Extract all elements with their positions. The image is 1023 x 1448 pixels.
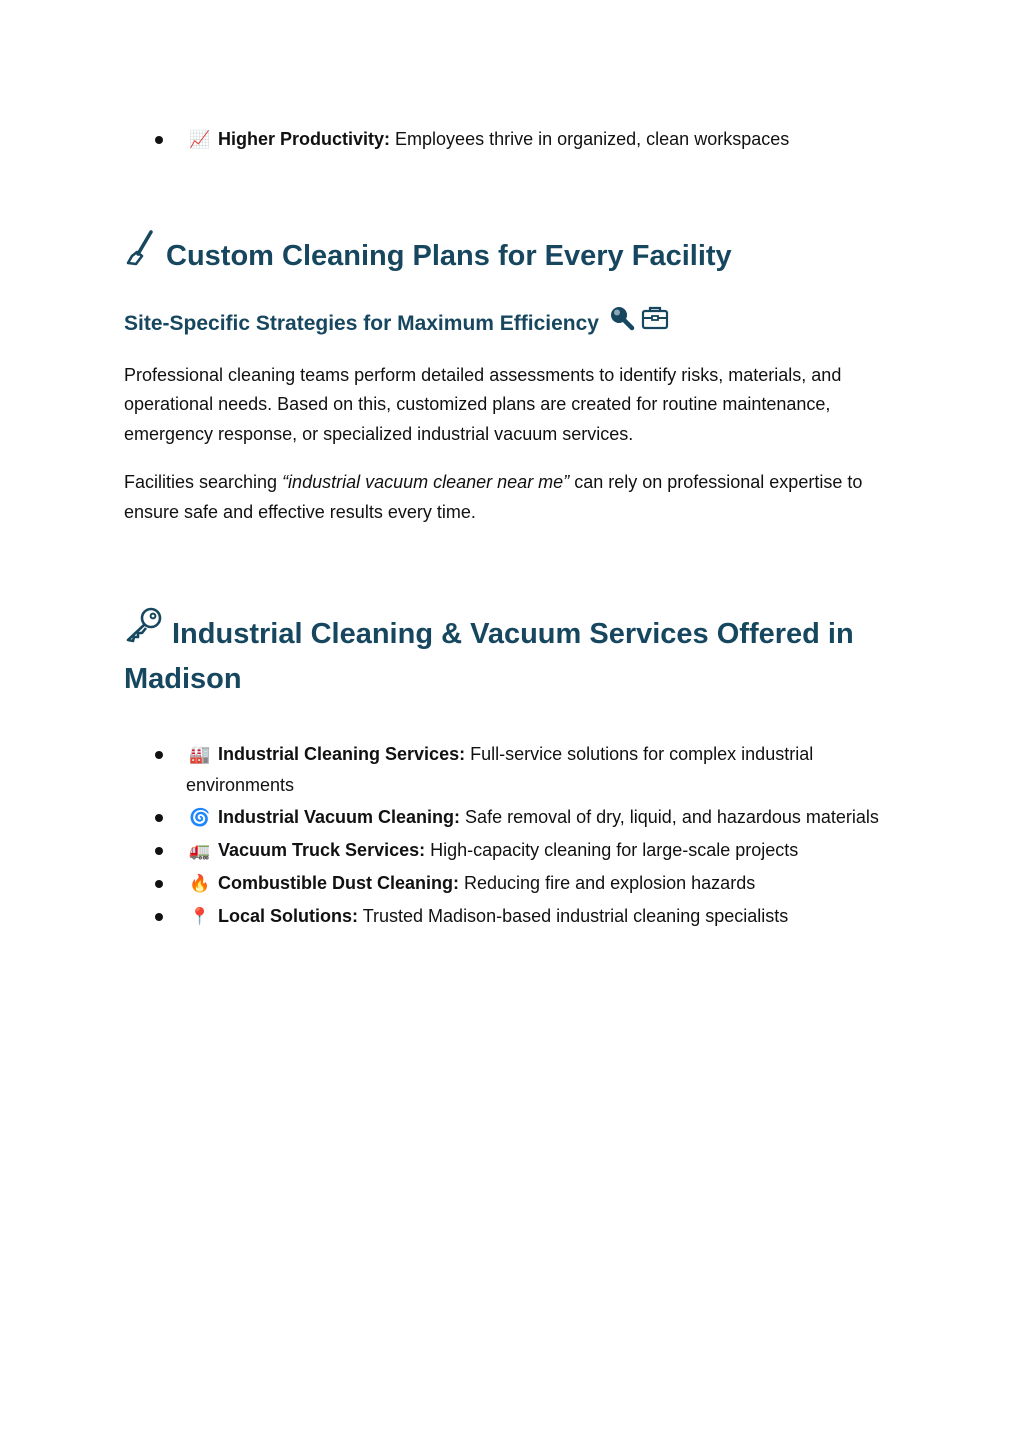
item-text: Employees thrive in organized, clean workspaces <box>390 129 790 149</box>
paintbrush-icon <box>124 230 156 279</box>
top-bullet-list <box>124 124 924 157</box>
item-label: Higher Productivity: <box>218 129 391 149</box>
section-subheading <box>124 309 904 340</box>
section-services <box>124 612 904 934</box>
bullet <box>155 136 163 144</box>
section-heading <box>124 612 904 701</box>
item-label: Vacuum Truck Services: <box>218 839 426 860</box>
bullet <box>155 847 163 855</box>
bullet <box>155 880 163 888</box>
briefcase-icon <box>641 305 669 340</box>
item-label: Industrial Vacuum Cleaning: <box>218 806 461 827</box>
item-label: Local Solutions: <box>218 905 359 926</box>
key-icon <box>124 606 164 657</box>
services-list <box>124 739 924 932</box>
text: Facilities searching <box>124 472 283 493</box>
item-text: High-capacity cleaning for large-scale projects <box>425 839 799 860</box>
section-custom-plans <box>124 234 904 527</box>
list-item <box>124 802 924 833</box>
italic-query: “industrial vacuum cleaner near me” <box>282 472 570 493</box>
pushpin-icon: 📍 <box>189 906 211 926</box>
item-text: Reducing fire and explosion hazards <box>459 872 756 893</box>
list-item <box>124 868 924 899</box>
section-title: Industrial Cleaning & Vacuum Services Offered in Madison <box>124 618 854 695</box>
bullet <box>155 814 163 822</box>
fire-icon: 🔥 <box>189 873 211 893</box>
text: can rely on professional expertise to ensure safe and effective results every time. <box>124 472 863 522</box>
subtitle-text: Site-Specific Strategies for Maximum Efficiency <box>124 311 599 335</box>
truck-icon: 🚛 <box>189 840 211 860</box>
list-item <box>124 901 924 932</box>
cyclone-icon: 🌀 <box>189 807 211 827</box>
item-label: Combustible Dust Cleaning: <box>218 872 460 893</box>
item-label: Industrial Cleaning Services: <box>218 743 466 764</box>
item-text: Full-service solutions for complex industrial environments <box>186 743 814 795</box>
paragraph <box>124 468 904 527</box>
section-title: Custom Cleaning Plans for Every Facility <box>166 240 732 272</box>
paragraph: Professional cleaning teams perform detailed assessments to identify risks, materials, and operational needs. Based on this, customized plans are created for routine maintenance, emergency response, or specialized industrial vacuum services. <box>124 364 842 444</box>
bullet <box>155 913 163 921</box>
factory-icon: 🏭 <box>189 744 211 764</box>
item-text: Safe removal of dry, liquid, and hazardous materials <box>460 806 879 827</box>
list-item <box>124 739 924 800</box>
magnifying-glass-icon <box>609 305 635 340</box>
chart-increasing-icon: 📈 <box>189 130 211 149</box>
list-item <box>124 835 924 866</box>
bullet <box>155 751 163 759</box>
item-text: Trusted Madison-based industrial cleaning specialists <box>358 905 789 926</box>
section-heading <box>124 234 904 279</box>
list-item <box>124 124 924 155</box>
